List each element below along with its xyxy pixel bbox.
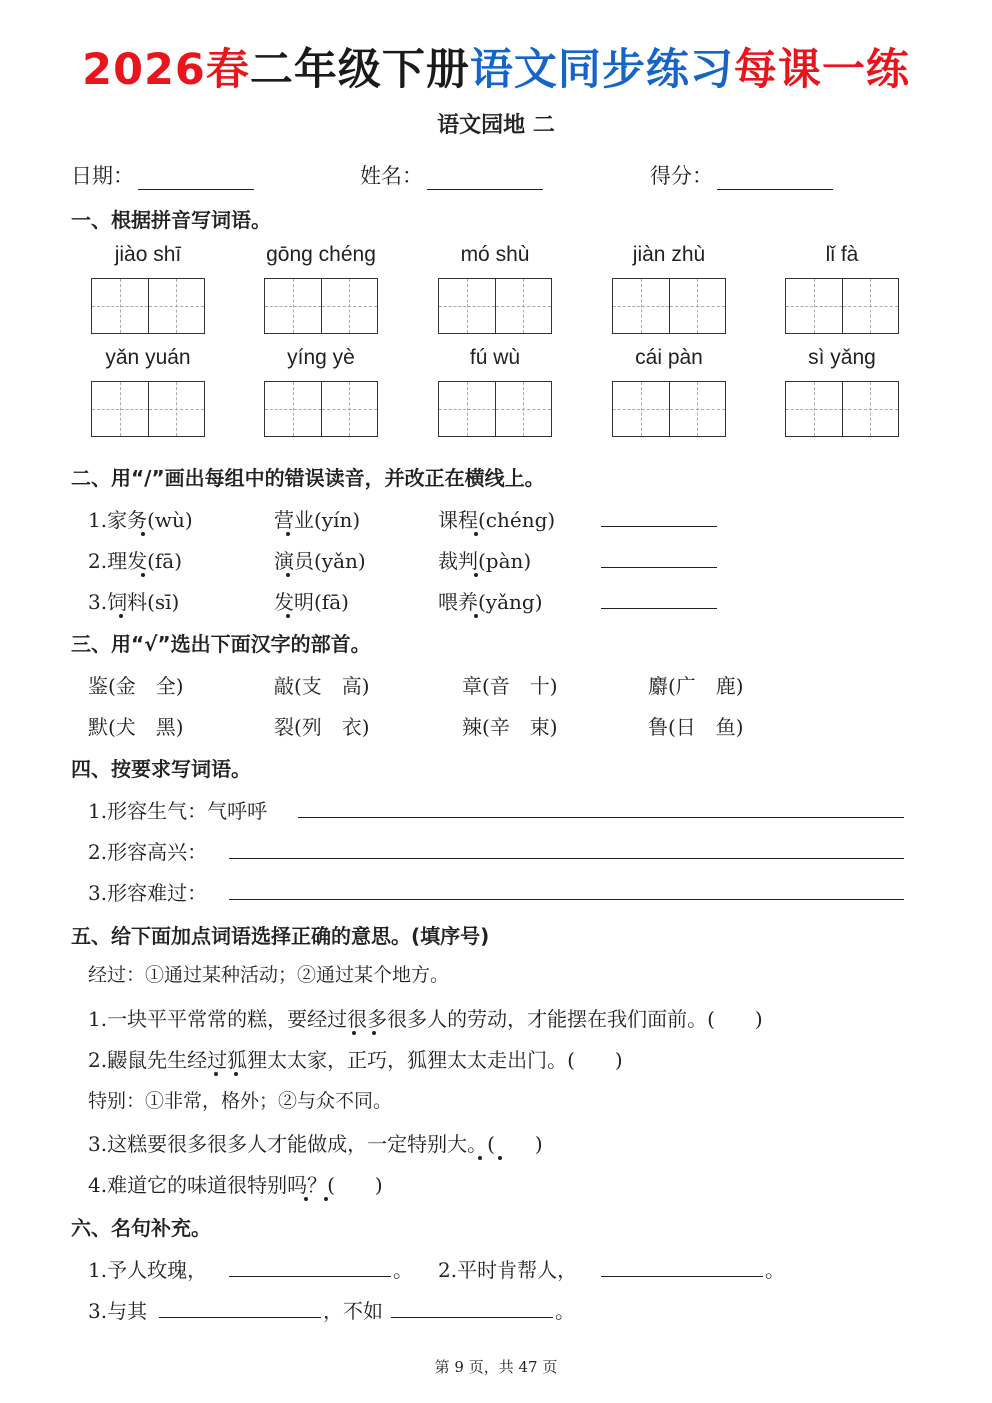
reading-item: 1.家务(wù) — [88, 508, 193, 532]
pinyin-label: sì yǎng — [808, 346, 876, 369]
answer-blank[interactable] — [229, 1256, 391, 1277]
date-field — [71, 160, 254, 190]
writing-grid[interactable] — [438, 278, 552, 334]
proverb-punct: 。 — [765, 1258, 785, 1282]
section-6-heading: 六、名句补充。 — [71, 1216, 211, 1240]
reading-item: 发明(fā) — [274, 590, 349, 614]
pinyin-label: gōng chéng — [266, 243, 376, 266]
pinyin-label: yíng yè — [287, 346, 355, 369]
lesson-title: 语文园地 二 — [437, 113, 555, 138]
proverb-prompt: 3.与其 — [88, 1299, 148, 1323]
definition-text: 经过：①通过某种活动；②通过某个地方。 — [88, 964, 450, 986]
section-3-heading: 三、用“√”选出下面汉字的部首。 — [71, 632, 371, 656]
proverb-punct: 。 — [393, 1258, 413, 1282]
question-text: 2.鼹鼠先生经过狐狸太太家，正巧，狐狸太太走出门。( ) — [88, 1048, 623, 1072]
pinyin-label: yǎn yuán — [105, 346, 191, 369]
answer-blank[interactable] — [391, 1297, 553, 1318]
definition-text: 特别：①非常，格外；②与众不同。 — [88, 1090, 393, 1112]
answer-blank[interactable] — [601, 506, 717, 527]
question-text: 4.难道它的味道很特别吗？( ) — [88, 1173, 383, 1197]
writing-grid[interactable] — [785, 278, 899, 334]
page-title — [0, 40, 992, 100]
emphasis-dot — [141, 573, 145, 577]
answer-blank[interactable] — [159, 1297, 321, 1318]
proverb-prompt: 1.予人玫瑰， — [88, 1258, 208, 1282]
reading-item: 喂养(yǎng) — [438, 590, 543, 614]
writing-grid[interactable] — [785, 381, 899, 437]
writing-grid[interactable] — [612, 381, 726, 437]
reading-item: 课程(chéng) — [438, 508, 556, 532]
pinyin-label: jiàn zhù — [632, 243, 706, 266]
radical-item: 鉴(金 全) — [88, 674, 184, 698]
section-4-heading: 四、按要求写词语。 — [71, 757, 251, 781]
question-text: 3.这糕要很多很多人才能做成，一定特别大。( ) — [88, 1132, 543, 1156]
emphasis-dot — [119, 614, 123, 618]
word-prompt: 2.形容高兴： — [88, 840, 208, 864]
proverb-prompt: ，不如 — [323, 1299, 383, 1323]
pinyin-label: cái pàn — [635, 346, 703, 369]
emphasis-dot — [474, 573, 478, 577]
emphasis-dot — [324, 1197, 328, 1201]
name-field — [360, 160, 543, 190]
title-grade: 二年级下册 — [249, 45, 470, 95]
name-blank[interactable] — [427, 167, 543, 190]
proverb-prompt: 2.平时肯帮人， — [438, 1258, 578, 1282]
emphasis-dot — [234, 1072, 238, 1076]
word-prompt: 1.形容生气：气呼呼 — [88, 799, 268, 823]
date-blank[interactable] — [138, 167, 254, 190]
title-year: 2026春 — [82, 45, 250, 95]
radical-item: 鲁(日 鱼) — [648, 715, 744, 739]
emphasis-dot — [474, 614, 478, 618]
emphasis-dot — [498, 1156, 502, 1160]
emphasis-dot — [478, 1156, 482, 1160]
title-subject: 语文同步练习 — [469, 45, 734, 95]
reading-item: 营业(yín) — [274, 508, 361, 532]
reading-item: 演员(yǎn) — [274, 549, 366, 573]
answer-blank[interactable] — [601, 588, 717, 609]
section-2-heading: 二、用“/”画出每组中的错误读音，并改正在横线上。 — [71, 466, 545, 490]
date-label: 日期： — [71, 164, 134, 188]
answer-blank[interactable] — [601, 547, 717, 568]
writing-grid[interactable] — [91, 381, 205, 437]
writing-grid[interactable] — [612, 278, 726, 334]
name-label: 姓名： — [360, 164, 423, 188]
reading-item: 2.理发(fā) — [88, 549, 183, 573]
score-blank[interactable] — [717, 167, 833, 190]
answer-blank[interactable] — [601, 1256, 763, 1277]
emphasis-dot — [286, 573, 290, 577]
answer-line[interactable] — [229, 879, 904, 900]
reading-item: 3.饲料(sī) — [88, 590, 180, 614]
radical-item: 辣(辛 束) — [462, 715, 558, 739]
score-field — [650, 160, 833, 190]
radical-item: 默(犬 黑) — [88, 715, 184, 739]
pinyin-label: mó shù — [460, 243, 530, 266]
emphasis-dot — [304, 1197, 308, 1201]
writing-grid[interactable] — [91, 278, 205, 334]
emphasis-dot — [372, 1031, 376, 1035]
answer-line[interactable] — [229, 838, 904, 859]
pinyin-label: fú wù — [469, 346, 521, 369]
emphasis-dot — [286, 614, 290, 618]
radical-item: 麝(广 鹿) — [648, 674, 744, 698]
pinyin-label: jiào shī — [114, 243, 182, 266]
radical-item: 章(音 十) — [462, 674, 558, 698]
section-5-heading: 五、给下面加点词语选择正确的意思。(填序号) — [71, 924, 490, 948]
emphasis-dot — [474, 532, 478, 536]
emphasis-dot — [214, 1072, 218, 1076]
page-footer: 第 9 页，共 47 页 — [434, 1358, 558, 1376]
pinyin-label: lǐ fà — [825, 243, 859, 266]
radical-item: 敲(支 高) — [274, 674, 370, 698]
title-tagline: 每课一练 — [733, 45, 910, 95]
radical-item: 裂(列 衣) — [274, 715, 370, 739]
emphasis-dot — [286, 532, 290, 536]
answer-line[interactable] — [298, 797, 904, 818]
writing-grid[interactable] — [264, 278, 378, 334]
writing-grid[interactable] — [264, 381, 378, 437]
score-label: 得分： — [650, 164, 713, 188]
proverb-punct: 。 — [555, 1299, 575, 1323]
question-text: 1.一块平平常常的糕，要经过很多很多人的劳动，才能摆在我们面前。( ) — [88, 1007, 763, 1031]
emphasis-dot — [352, 1031, 356, 1035]
emphasis-dot — [141, 532, 145, 536]
section-1-heading: 一、根据拼音写词语。 — [71, 208, 271, 232]
word-prompt: 3.形容难过： — [88, 881, 208, 905]
reading-item: 裁判(pàn) — [438, 549, 532, 573]
writing-grid[interactable] — [438, 381, 552, 437]
